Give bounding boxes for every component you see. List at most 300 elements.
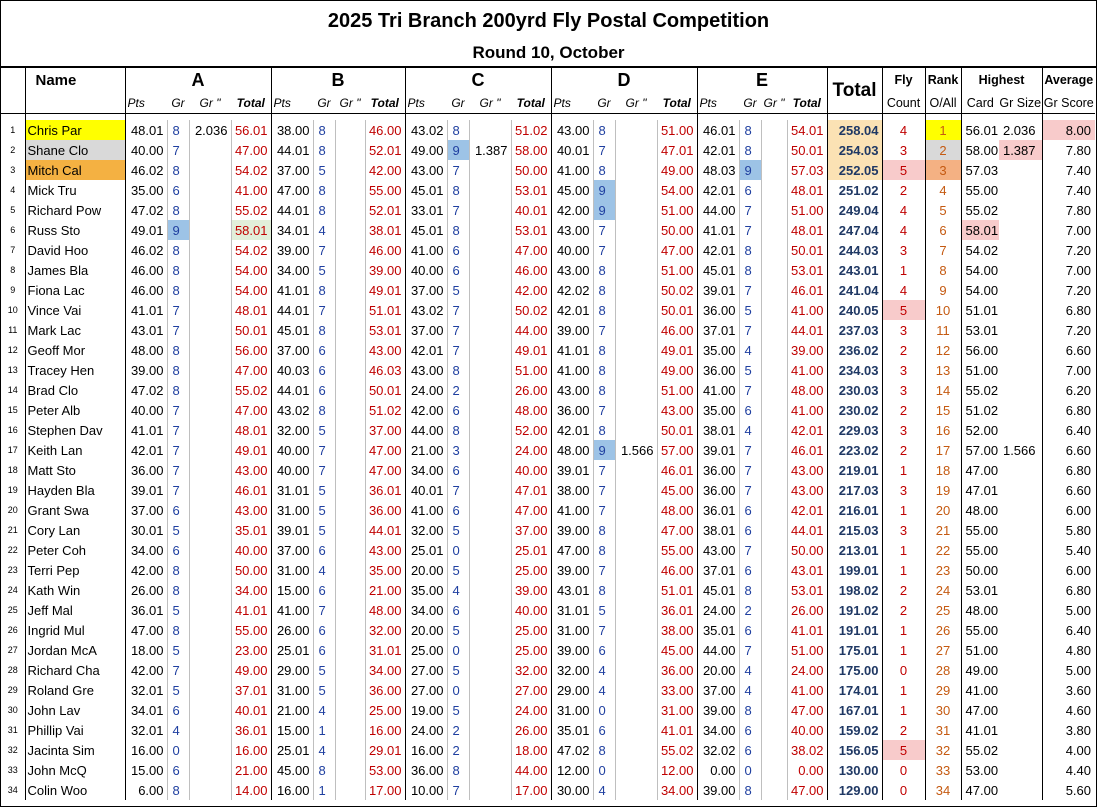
a-group-count-cell: 8 (167, 780, 189, 800)
b-total-cell: 48.00 (365, 600, 405, 620)
header-b-total: Total (365, 93, 405, 114)
b-group-size-cell (335, 260, 365, 280)
c-points-cell: 20.00 (410, 562, 444, 578)
a-group-size-cell (189, 660, 231, 680)
grand-total-cell: 254.03 (827, 140, 882, 160)
a-total-cell: 47.00 (231, 140, 271, 160)
grand-total-cell: 236.02 (827, 340, 882, 360)
d-points-cell: 39.00 (556, 562, 590, 578)
d-group-count-cell: 8 (593, 340, 615, 360)
highest-card-cell: 54.00 (965, 282, 999, 298)
rank-cell: 17 (925, 440, 961, 460)
c-total-cell: 46.00 (511, 260, 551, 280)
a-total-cell: 56.01 (231, 120, 271, 140)
a-points-cell: 48.00 (130, 342, 164, 358)
average-score-cell: 7.80 (1065, 202, 1092, 218)
d-group-size-cell (615, 360, 657, 380)
e-total-cell: 43.00 (787, 460, 827, 480)
c-total-cell: 40.01 (511, 200, 551, 220)
c-points-cell: 16.00 (410, 742, 444, 758)
row-number: 25 (1, 600, 25, 620)
c-group-count-cell: 8 (447, 760, 469, 780)
highest-card-cell: 49.00 (965, 662, 999, 678)
b-points-cell: 25.01 (276, 642, 310, 658)
b-total-cell: 51.01 (365, 300, 405, 320)
e-total-cell: 41.00 (787, 360, 827, 380)
average-score-cell: 7.20 (1065, 282, 1092, 298)
d-points-cell: 42.02 (556, 282, 590, 298)
a-group-count-cell: 8 (167, 120, 189, 140)
a-group-count-cell: 6 (167, 700, 189, 720)
d-total-cell: 36.00 (657, 660, 697, 680)
highest-grsize-cell (999, 380, 1042, 400)
b-group-size-cell (335, 180, 365, 200)
b-total-cell: 29.01 (365, 740, 405, 760)
d-points-cell: 39.00 (556, 642, 590, 658)
header-e-total: Total (787, 93, 827, 114)
highest-grsize-cell (999, 660, 1042, 680)
header-b-pts: Pts (273, 95, 291, 110)
c-group-count-cell: 0 (447, 680, 469, 700)
b-points-cell: 31.00 (276, 682, 310, 698)
d-group-count-cell: 0 (593, 760, 615, 780)
b-total-cell: 46.00 (365, 240, 405, 260)
b-group-count-cell: 6 (313, 640, 335, 660)
e-group-count-cell: 7 (739, 460, 761, 480)
fly-count-cell: 1 (882, 500, 925, 520)
c-group-count-cell: 0 (447, 540, 469, 560)
header-grscore: Gr Score (1043, 95, 1094, 110)
b-group-size-cell (335, 400, 365, 420)
row-number: 22 (1, 540, 25, 560)
d-points-cell: 41.00 (556, 362, 590, 378)
header-c-total: Total (511, 93, 551, 114)
average-score-cell: 6.60 (1065, 342, 1092, 358)
table-row (1, 780, 1095, 800)
b-group-size-cell (335, 200, 365, 220)
b-group-size-cell (335, 460, 365, 480)
c-total-cell: 47.00 (511, 240, 551, 260)
b-group-count-cell: 7 (313, 460, 335, 480)
c-group-count-cell: 6 (447, 240, 469, 260)
a-group-count-cell: 8 (167, 200, 189, 220)
b-group-count-cell: 6 (313, 360, 335, 380)
e-points-cell: 42.01 (702, 182, 736, 198)
row-number: 7 (1, 240, 25, 260)
c-points-cell: 34.00 (410, 462, 444, 478)
competitor-name: Roland Gre (25, 680, 125, 700)
d-points-cell: 42.01 (556, 422, 590, 438)
b-group-size-cell (335, 740, 365, 760)
c-group-count-cell: 5 (447, 280, 469, 300)
competitor-name: Richard Pow (25, 200, 125, 220)
e-points-cell: 37.00 (702, 682, 736, 698)
highest-card-cell: 47.00 (965, 462, 999, 478)
rank-cell: 25 (925, 600, 961, 620)
rank-cell: 24 (925, 580, 961, 600)
b-group-count-cell: 4 (313, 220, 335, 240)
c-total-cell: 50.02 (511, 300, 551, 320)
b-total-cell: 42.00 (365, 160, 405, 180)
highest-card-cell: 53.00 (965, 762, 999, 778)
rank-cell: 19 (925, 480, 961, 500)
e-points-cell: 45.01 (702, 262, 736, 278)
c-group-size-cell (469, 560, 511, 580)
grand-total-cell: 199.01 (827, 560, 882, 580)
header-card: Card (966, 95, 994, 110)
fly-count-cell: 3 (882, 480, 925, 500)
fly-count-cell: 2 (882, 340, 925, 360)
b-group-count-cell: 8 (313, 320, 335, 340)
a-total-cell: 50.00 (231, 560, 271, 580)
a-points-cell: 42.00 (130, 562, 164, 578)
c-total-cell: 58.00 (511, 140, 551, 160)
competitor-name: Russ Sto (25, 220, 125, 240)
a-total-cell: 43.00 (231, 460, 271, 480)
highest-card-cell: 51.00 (965, 642, 999, 658)
row-number: 4 (1, 180, 25, 200)
a-points-cell: 16.00 (130, 742, 164, 758)
c-points-cell: 33.01 (410, 202, 444, 218)
b-group-size-cell (335, 520, 365, 540)
highest-card-cell: 54.02 (965, 242, 999, 258)
e-group-count-cell: 8 (739, 780, 761, 800)
a-group-size-cell (189, 680, 231, 700)
b-group-count-cell: 8 (313, 180, 335, 200)
d-total-cell: 46.01 (657, 460, 697, 480)
c-group-size-cell (469, 260, 511, 280)
c-points-cell: 41.00 (410, 242, 444, 258)
fly-count-cell: 2 (882, 440, 925, 460)
a-points-cell: 26.00 (130, 582, 164, 598)
b-points-cell: 40.00 (276, 442, 310, 458)
table-row (1, 320, 1095, 340)
a-group-size-cell (189, 520, 231, 540)
average-score-cell: 6.20 (1065, 382, 1092, 398)
a-total-cell: 43.00 (231, 500, 271, 520)
d-group-count-cell: 8 (593, 740, 615, 760)
c-group-count-cell: 8 (447, 360, 469, 380)
c-group-size-cell (469, 160, 511, 180)
c-points-cell: 37.00 (410, 282, 444, 298)
c-points-cell: 27.00 (410, 682, 444, 698)
b-points-cell: 44.01 (276, 302, 310, 318)
rank-cell: 31 (925, 720, 961, 740)
d-group-size-cell (615, 200, 657, 220)
a-group-count-cell: 7 (167, 140, 189, 160)
c-points-cell: 27.00 (410, 662, 444, 678)
highest-card-cell: 51.00 (965, 362, 999, 378)
rank-cell: 34 (925, 780, 961, 800)
b-total-cell: 47.00 (365, 440, 405, 460)
highest-card-cell: 55.02 (965, 742, 999, 758)
table-row (1, 540, 1095, 560)
a-group-count-cell: 7 (167, 480, 189, 500)
e-group-size-cell (761, 660, 787, 680)
d-total-cell: 50.01 (657, 420, 697, 440)
b-total-cell: 49.01 (365, 280, 405, 300)
c-points-cell: 43.02 (410, 122, 444, 138)
e-group-size-cell (761, 300, 787, 320)
b-group-count-cell: 8 (313, 400, 335, 420)
c-points-cell: 40.00 (410, 262, 444, 278)
e-total-cell: 46.01 (787, 440, 827, 460)
e-points-cell: 48.03 (702, 162, 736, 178)
d-points-cell: 29.00 (556, 682, 590, 698)
a-total-cell: 41.01 (231, 600, 271, 620)
highest-card-cell: 55.02 (965, 382, 999, 398)
average-score-cell: 7.40 (1065, 182, 1092, 198)
competitor-name: Colin Woo (25, 780, 125, 800)
c-group-count-cell: 9 (447, 140, 469, 160)
header-d-grin: Gr " (625, 95, 647, 110)
e-group-count-cell: 6 (739, 740, 761, 760)
a-group-count-cell: 8 (167, 340, 189, 360)
b-total-cell: 25.00 (365, 700, 405, 720)
e-total-cell: 54.01 (787, 120, 827, 140)
d-points-cell: 39.00 (556, 522, 590, 538)
average-score-cell: 6.40 (1065, 422, 1092, 438)
e-group-size-cell (761, 360, 787, 380)
average-score-cell: 4.80 (1065, 642, 1092, 658)
a-group-size-cell (189, 740, 231, 760)
highest-grsize-cell (999, 680, 1042, 700)
a-total-cell: 40.00 (231, 540, 271, 560)
b-points-cell: 39.00 (276, 242, 310, 258)
header-c-grin: Gr " (479, 95, 501, 110)
a-points-cell: 40.00 (130, 402, 164, 418)
e-total-cell: 41.00 (787, 400, 827, 420)
c-group-size-cell (469, 360, 511, 380)
b-group-size-cell (335, 360, 365, 380)
b-group-size-cell (335, 540, 365, 560)
grand-total-cell: 174.01 (827, 680, 882, 700)
fly-count-cell: 0 (882, 760, 925, 780)
a-total-cell: 48.01 (231, 300, 271, 320)
grand-total-cell: 243.01 (827, 260, 882, 280)
b-total-cell: 31.01 (365, 640, 405, 660)
a-group-size-cell: 2.036 (189, 120, 231, 140)
grand-total-cell: 237.03 (827, 320, 882, 340)
a-group-size-cell (189, 320, 231, 340)
b-points-cell: 34.00 (276, 262, 310, 278)
rank-cell: 22 (925, 540, 961, 560)
competitor-name: Matt Sto (25, 460, 125, 480)
e-group-size-cell (761, 400, 787, 420)
header-group-b: B (271, 67, 405, 93)
d-total-cell: 55.02 (657, 740, 697, 760)
b-points-cell: 38.00 (276, 122, 310, 138)
e-points-cell: 35.00 (702, 402, 736, 418)
c-points-cell: 40.01 (410, 482, 444, 498)
d-points-cell: 47.00 (556, 542, 590, 558)
e-total-cell: 57.03 (787, 160, 827, 180)
c-total-cell: 44.00 (511, 760, 551, 780)
grand-total-cell: 191.02 (827, 600, 882, 620)
c-points-cell: 21.00 (410, 442, 444, 458)
e-total-cell: 38.02 (787, 740, 827, 760)
average-score-cell: 6.00 (1065, 502, 1092, 518)
e-group-size-cell (761, 240, 787, 260)
a-total-cell: 54.00 (231, 280, 271, 300)
b-points-cell: 41.01 (276, 282, 310, 298)
d-group-size-cell (615, 660, 657, 680)
d-points-cell: 40.00 (556, 242, 590, 258)
a-points-cell: 39.00 (130, 362, 164, 378)
d-group-count-cell: 8 (593, 300, 615, 320)
c-group-size-cell (469, 300, 511, 320)
rank-cell: 27 (925, 640, 961, 660)
d-total-cell: 45.00 (657, 640, 697, 660)
c-total-cell: 49.01 (511, 340, 551, 360)
average-score-cell: 7.00 (1065, 222, 1092, 238)
c-group-size-cell (469, 180, 511, 200)
rank-cell: 6 (925, 220, 961, 240)
e-group-count-cell: 9 (739, 160, 761, 180)
b-total-cell: 36.00 (365, 680, 405, 700)
row-number: 27 (1, 640, 25, 660)
row-number: 9 (1, 280, 25, 300)
a-group-size-cell (189, 420, 231, 440)
row-number: 28 (1, 660, 25, 680)
a-points-cell: 47.00 (130, 622, 164, 638)
c-points-cell: 37.00 (410, 322, 444, 338)
table-row (1, 220, 1095, 240)
average-score-cell: 5.80 (1065, 522, 1092, 538)
d-group-size-cell (615, 500, 657, 520)
b-group-count-cell: 8 (313, 760, 335, 780)
a-total-cell: 55.02 (231, 200, 271, 220)
a-group-count-cell: 0 (167, 740, 189, 760)
e-group-count-cell: 6 (739, 620, 761, 640)
c-group-size-cell (469, 220, 511, 240)
b-group-count-cell: 5 (313, 500, 335, 520)
highest-grsize-cell (999, 280, 1042, 300)
e-points-cell: 45.01 (702, 582, 736, 598)
highest-grsize-cell (999, 780, 1042, 800)
a-points-cell: 41.01 (130, 302, 164, 318)
d-group-size-cell (615, 460, 657, 480)
grand-total-cell: 175.00 (827, 660, 882, 680)
a-group-size-cell (189, 360, 231, 380)
e-points-cell: 36.01 (702, 502, 736, 518)
a-group-size-cell (189, 640, 231, 660)
table-row (1, 580, 1095, 600)
d-points-cell: 48.00 (556, 442, 590, 458)
b-total-cell: 34.00 (365, 660, 405, 680)
rank-cell: 4 (925, 180, 961, 200)
a-points-cell: 46.02 (130, 242, 164, 258)
e-group-size-cell (761, 640, 787, 660)
rank-cell: 32 (925, 740, 961, 760)
highest-grsize-cell: 2.036 (999, 120, 1042, 140)
b-total-cell: 51.02 (365, 400, 405, 420)
fly-count-cell: 1 (882, 700, 925, 720)
table-row (1, 680, 1095, 700)
c-points-cell: 35.00 (410, 582, 444, 598)
a-total-cell: 54.02 (231, 160, 271, 180)
d-total-cell: 55.00 (657, 540, 697, 560)
c-points-cell: 43.02 (410, 302, 444, 318)
e-points-cell: 36.00 (702, 302, 736, 318)
d-group-size-cell (615, 340, 657, 360)
grand-total-cell: 191.01 (827, 620, 882, 640)
d-group-size-cell (615, 280, 657, 300)
competitor-name: Chris Par (25, 120, 125, 140)
table-row (1, 340, 1095, 360)
d-group-count-cell: 7 (593, 140, 615, 160)
c-group-size-cell (469, 340, 511, 360)
a-points-cell: 42.00 (130, 662, 164, 678)
row-number: 16 (1, 420, 25, 440)
b-group-size-cell (335, 280, 365, 300)
header-d-pts: Pts (553, 95, 571, 110)
b-group-size-cell (335, 620, 365, 640)
average-score-cell: 6.80 (1065, 582, 1092, 598)
d-total-cell: 51.00 (657, 380, 697, 400)
d-group-size-cell (615, 520, 657, 540)
d-group-count-cell: 8 (593, 520, 615, 540)
a-group-size-cell (189, 280, 231, 300)
d-points-cell: 36.00 (556, 402, 590, 418)
e-points-cell: 34.00 (702, 722, 736, 738)
grand-total-cell: 247.04 (827, 220, 882, 240)
rank-cell: 33 (925, 760, 961, 780)
a-points-cell: 42.01 (130, 442, 164, 458)
competitor-name: Kath Win (25, 580, 125, 600)
d-total-cell: 36.01 (657, 600, 697, 620)
d-group-count-cell: 7 (593, 460, 615, 480)
c-group-count-cell: 6 (447, 400, 469, 420)
b-group-size-cell (335, 420, 365, 440)
a-points-cell: 6.00 (138, 782, 164, 798)
b-group-count-cell: 4 (313, 700, 335, 720)
a-group-count-cell: 5 (167, 640, 189, 660)
header-name: Name (25, 67, 125, 93)
average-score-cell: 6.00 (1065, 562, 1092, 578)
b-points-cell: 21.00 (276, 702, 310, 718)
competitor-name: John McQ (25, 760, 125, 780)
b-group-size-cell (335, 320, 365, 340)
b-total-cell: 37.00 (365, 420, 405, 440)
c-group-count-cell: 5 (447, 700, 469, 720)
a-total-cell: 47.00 (231, 400, 271, 420)
b-group-count-cell: 8 (313, 140, 335, 160)
a-total-cell: 55.02 (231, 380, 271, 400)
row-number: 10 (1, 300, 25, 320)
a-group-size-cell (189, 560, 231, 580)
d-group-count-cell: 8 (593, 260, 615, 280)
d-total-cell: 31.00 (657, 700, 697, 720)
b-group-size-cell (335, 440, 365, 460)
a-group-size-cell (189, 600, 231, 620)
c-points-cell: 45.01 (410, 222, 444, 238)
competitor-name: Mark Lac (25, 320, 125, 340)
e-group-size-cell (761, 680, 787, 700)
rank-cell: 12 (925, 340, 961, 360)
b-total-cell: 46.00 (365, 120, 405, 140)
b-total-cell: 44.01 (365, 520, 405, 540)
d-total-cell: 51.00 (657, 120, 697, 140)
e-group-size-cell (761, 160, 787, 180)
grand-total-cell: 252.05 (827, 160, 882, 180)
a-points-cell: 34.01 (130, 702, 164, 718)
highest-grsize-cell: 1.387 (999, 140, 1042, 160)
b-points-cell: 44.01 (276, 202, 310, 218)
highest-grsize-cell (999, 600, 1042, 620)
header-rank: Rank (925, 67, 961, 93)
a-total-cell: 54.00 (231, 260, 271, 280)
